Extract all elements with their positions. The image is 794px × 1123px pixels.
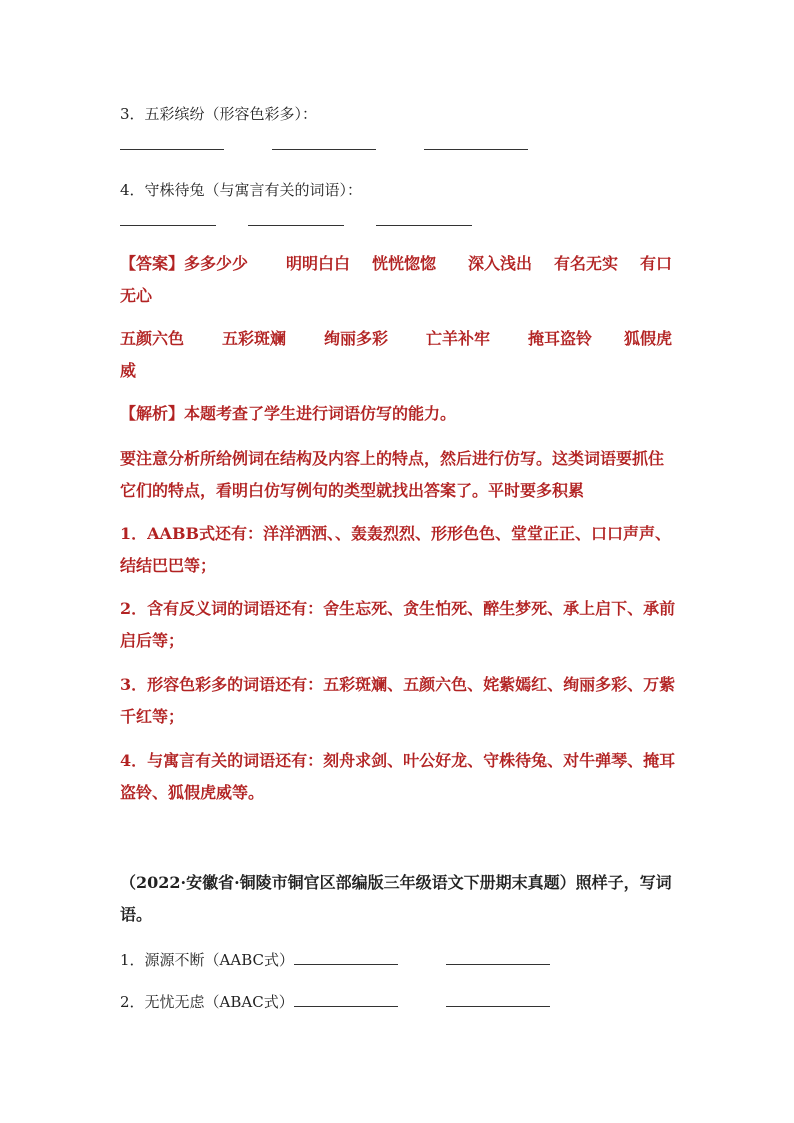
analysis-heading (120, 398, 676, 430)
question-title: （2022·安徽省·铜陵市铜官区部编版三年级语文下册期末真题）照样子，写词语。 (120, 873, 672, 924)
answer-word: 恍恍惚惚 (372, 254, 437, 273)
analysis-item-4: 4．与寓言有关的词语还有：刻舟求剑、叶公好龙、守株待兔、对牛弹琴、掩耳盗铃、狐假虎威等。 (120, 751, 676, 802)
answer-word: 无心 (120, 286, 153, 305)
question-3: 3．五彩缤纷（形容色彩多）： (120, 105, 318, 123)
answer-section (120, 248, 680, 312)
answer-word: 有口 (640, 254, 673, 273)
analysis-paragraph: 要注意分析所给例词在结构及内容上的特点，然后进行仿写。这类词语要抓住它们的特点，看明白仿写例句的类型就找出答案了。平时要多积累 (120, 449, 665, 500)
answer-blanks-3 (120, 148, 680, 150)
answer-word: 威 (120, 361, 137, 380)
answer-tag: 【答案】多多少少 (120, 254, 249, 273)
answer-section-2 (120, 323, 680, 387)
answer-word: 五彩斑斓 (222, 329, 287, 348)
answer-blank[interactable] (120, 224, 216, 226)
answer-blanks-4 (120, 224, 680, 226)
answer-blank[interactable] (248, 224, 344, 226)
answer-blank[interactable] (446, 992, 550, 1007)
analysis-item-1: 1．AABB式还有：洋洋洒洒、、轰轰烈烈、形形色色、堂堂正正、口口声声、结结巴巴等； (120, 524, 672, 575)
answer-word: 有名无实 (554, 254, 619, 273)
answer-word: 亡羊补牢 (426, 329, 491, 348)
question-item-2: 2．无忧无虑（ABAC式） (120, 991, 550, 1012)
answer-blank[interactable] (376, 224, 472, 226)
answer-blank[interactable] (120, 148, 224, 150)
answer-blank[interactable] (294, 950, 398, 965)
answer-blank[interactable] (424, 148, 528, 150)
answer-blank[interactable] (446, 950, 550, 965)
question-item-1: 1．源源不断（AABC式） (120, 949, 550, 970)
answer-word: 掩耳盗铃 (528, 329, 593, 348)
answer-word: 明明白白 (286, 254, 351, 273)
answer-word: 狐假虎 (624, 329, 673, 348)
question-4: 4．守株待兔（与寓言有关的词语）： (120, 181, 363, 199)
analysis-item-2: 2．含有反义词的词语还有：舍生忘死、贪生怕死、醉生梦死、承上启下、承前启后等； (120, 599, 676, 650)
analysis-item-3: 3．形容色彩多的词语还有：五彩斑斓、五颜六色、姹紫嫣红、绚丽多彩、万紫千红等； (120, 675, 676, 726)
analysis-intro: 本题考查了学生进行词语仿写的能力。 (184, 404, 457, 423)
answer-word: 五颜六色 (120, 329, 185, 348)
answer-blank[interactable] (294, 992, 398, 1007)
answer-blank[interactable] (272, 148, 376, 150)
answer-word: 深入浅出 (468, 254, 533, 273)
analysis-tag: 【解析】 (120, 404, 185, 423)
answer-word: 绚丽多彩 (324, 329, 389, 348)
